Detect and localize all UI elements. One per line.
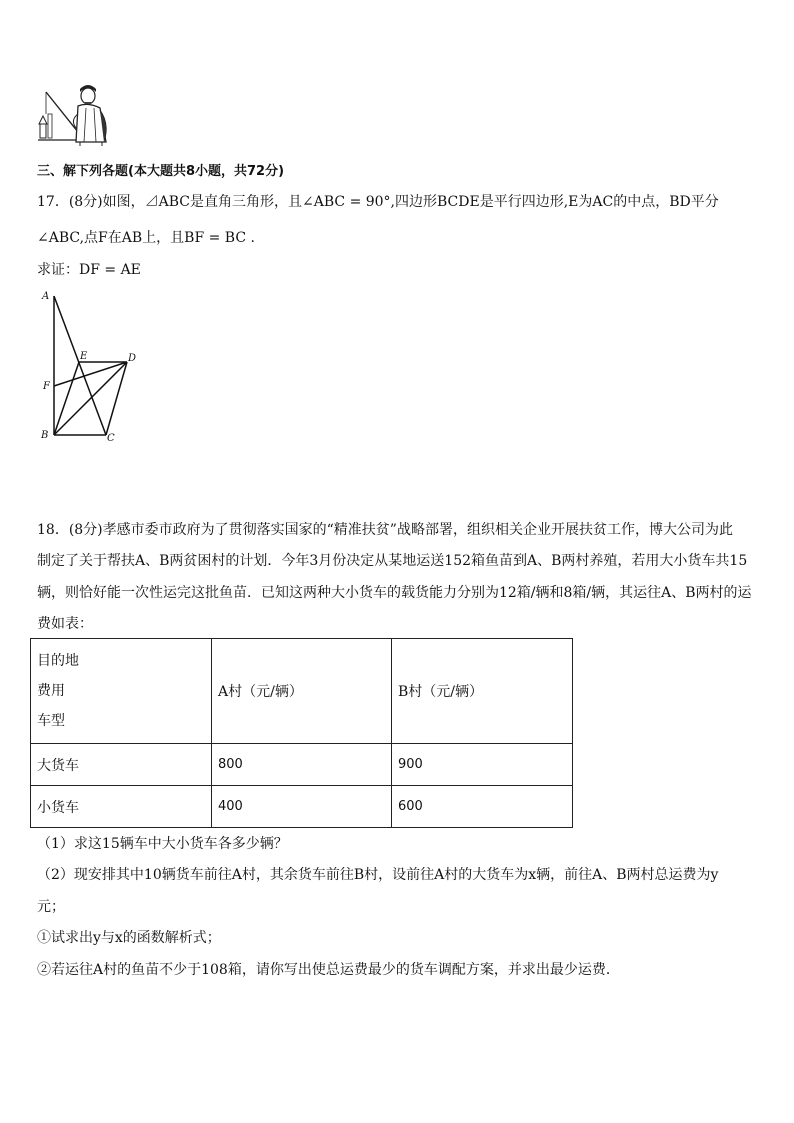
q17-label-a: A (42, 291, 50, 302)
corner-destination: 目的地 (37, 653, 79, 669)
col-header-village-b: B村（元/辆） (392, 639, 573, 744)
corner-vehicle-type: 车型 (37, 713, 65, 729)
q17-label-e: E (80, 351, 88, 362)
col-header-village-a: A村（元/辆） (212, 639, 392, 744)
q17-geometry-figure (36, 288, 140, 444)
q17-label-f: F (43, 381, 50, 392)
large-truck-cost-a: 800 (212, 744, 392, 786)
q18-sub-question-2-line-1: （2）现安排其中10辆货车前往A村，其余货车前往B村，设前往A村的大货车为x辆，前往A、B两村总运费为y (37, 867, 719, 883)
q17-label-b: B (41, 430, 49, 441)
corner-cost: 费用 (37, 683, 65, 699)
q18-sub-question-2-line-2: 元； (37, 899, 65, 915)
q18-line-4: 费如表： (37, 616, 93, 632)
q17-line-1: 17．(8分)如图，⊿ABC是直角三角形，且∠ABC = 90°,四边形BCDE是平行四边形,E为AC的中点，BD平分 (37, 194, 719, 210)
table-corner-cell (31, 639, 212, 744)
row-type-large-truck: 大货车 (31, 744, 212, 786)
q18-sub-question-2-part-i: ①试求出y与x的函数解析式； (37, 930, 221, 946)
section-title: 三、解下列各题(本大题共8小题，共72分) (37, 164, 285, 179)
fishing-figure-illustration (36, 84, 112, 146)
q18-line-1: 18．(8分)孝感市委市政府为了贯彻落实国家的“精准扶贫”战略部署，组织相关企业开展扶贫工作，博大公司为此 (37, 522, 733, 538)
small-truck-cost-a: 400 (212, 786, 392, 828)
large-truck-cost-b: 900 (392, 744, 573, 786)
q17-label-c: C (107, 433, 115, 444)
row-type-small-truck: 小货车 (31, 786, 212, 828)
q18-line-2: 制定了关于帮扶A、B两贫困村的计划．今年3月份决定从某地运送152箱鱼苗到A、B两村养殖，若用大小货车共15 (37, 553, 748, 569)
freight-cost-table (30, 638, 573, 828)
q18-sub-question-1: （1）求这15辆车中大小货车各多少辆？ (37, 836, 288, 852)
table-row (31, 744, 573, 786)
q17-label-d: D (128, 353, 137, 364)
q18-sub-question-2-part-ii: ②若运往A村的鱼苗不少于108箱，请你写出使总运费最少的货车调配方案，并求出最少运费． (37, 962, 620, 978)
small-truck-cost-b: 600 (392, 786, 573, 828)
q17-line-2: ∠ABC,点F在AB上，且BF = BC . (37, 230, 255, 246)
table-row (31, 786, 573, 828)
q17-prove-statement: 求证：DF = AE (37, 262, 141, 278)
q18-line-3: 辆，则恰好能一次性运完这批鱼苗．已知这两种大小货车的载货能力分别为12箱/辆和8箱/辆，其运往A、B两村的运 (37, 585, 752, 601)
table-header-row (31, 639, 573, 744)
